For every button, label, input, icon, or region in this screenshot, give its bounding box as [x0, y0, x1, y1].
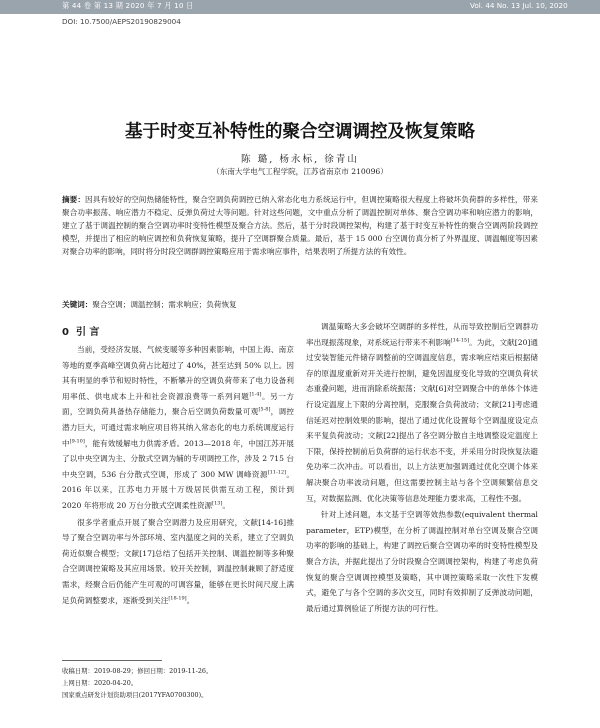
footnotes	[62, 665, 294, 701]
author-affiliation: （东南大学电气工程学院，江苏省南京市 210096）	[212, 167, 388, 176]
intro-paragraph-4: 针对上述问题，本文基于空调等效热参数(equivalent thermal parameter，ETP)模型，在分析了调温控制对单台空调及聚合空调功率的影响的基础上，构建了调控后聚合空调功率的时变特性模型及聚合方法，并据此提出了分时段聚合空调调控架构，构建了考虑负荷恢复的聚合空调调控模型及策略，其中调控策略采取一次性下发模式，避免了与各个空调的多次交互，同时有效抑制了反弹波动问题，最后通过算例验证了所提方法的可行性。	[306, 510, 538, 613]
abstract-label: 摘要：	[62, 195, 86, 204]
journal-header-bar	[0, 0, 600, 14]
right-column	[306, 319, 538, 616]
citation: [5-8]	[258, 406, 271, 413]
citation: [9-10]	[69, 438, 85, 445]
citation: [14-15]	[450, 337, 470, 344]
citation: [13]	[212, 500, 223, 507]
citation: [18-19]	[168, 594, 187, 601]
intro-paragraph-1: 当前，受经济发展、气候变暖等多种因素影响，中国上海、南京等地的夏季高峰空调负荷占比超过了 40%，甚至达到 50% 以上。因其有明显的季节和短时特性，不断攀升的空调负荷带来了电力设备利用率低、供电成本上升和社会资源浪费等一系列问题[1-4]。另一方面，空调负荷具备热存储能力，聚合后空调负荷数量可观[5-8]，调控潜力巨大，可通过需求响应项目将其纳入常态化的电力系统调度运行中[9-10]，能有效缓解电力供需矛盾。2013—2018 年，中国江苏开展了以中央空调为主、分散式空调为辅的专项调控工作，涉及 2 715 台中央空调，536 台分散式空调，形成了 300 MW 调峰资源[11-12]。2016 年以来，江苏电力开展十万级居民供需互动工程，预计到 2020 年将形成 20 万台分散式空调柔性资源[13]。	[62, 345, 295, 510]
citation: [11-12]	[267, 469, 287, 476]
footnote-online: 上网日期：2020-04-20。	[62, 679, 138, 687]
doi-line: DOI: 10.7500/AEPS20190829004	[62, 17, 181, 26]
section-title: 引 言	[75, 327, 100, 338]
footnote-received: 收稿日期：2019-08-29；修回日期：2019-11-26。	[62, 667, 213, 675]
citation: [1-4]	[249, 391, 262, 398]
abstract-text: 因具有较好的空间热储能特性，聚合空调负荷调控已纳入常态化电力系统运行中，但调控策略很大程度上将破坏负荷群的多样性，带来聚合功率振荡、响应潜力不稳定、反弹负荷过大等问题。针对这些问题，文中重点分析了调温控制对单体、聚合空调功率和响应潜力的影响，建立了基于调温控制的聚合空调功率时变特性模型及聚合方法。然后，基于分时段调控架构，构建了基于时变互补特性的聚合空调两阶段调控模型，并提出了相应的响应调控和负荷恢复策略，提升了空调群聚合质量。最后，基于 15 000 台空调仿真分析了外界温度、调温幅度等因素对聚合功率的影响，同时将分时段空调群调控策略应用于需求响应事件，结果表明了所提方法的有效性。	[62, 195, 539, 256]
section-number: 0	[62, 327, 69, 338]
journal-issue-info: 第 44 卷 第 13 期 2020 年 7 月 10 日	[62, 1, 194, 10]
paper-title: 基于时变互补特性的聚合空调调控及恢复策略	[125, 122, 475, 142]
abstract	[62, 193, 538, 258]
intro-paragraph-3: 调温策略大多会破坏空调群的多样性，从而导致控制后空调群功率出现振荡现象，对系统运行带来不利影响[14-15]。为此，文献[20]通过安装智能元件储存调整前的空调温度信息，需求响应结束后根据储存的原温度重新对开关进行控制，避免因温度变化导致的空调负荷状态重叠问题，进而消除系统振荡；文献[6]对空调聚合中的单体个体进行设定温度上下限的分离控制，克服聚合负荷波动；文献[21]考虑通信延迟对控制效果的影响，提出了通过优化设置每个空调温度设定点来平复负荷波动；文献[22]提出了各空调分散自主地调整设定温度上下限，保持控制前后负荷群的运行状态不变，并采用分时段恢复法避免功率二次冲击。可以看出，以上方法更加强调通过优化空调个体来解决聚合功率波动问题，但这需要控制主站与各个空调频繁信息交互，对数据监测、优化决策等信息处理能力要求高，工程性不强。	[306, 322, 538, 503]
footnote-funding: 国家重点研发计划资助项目(2017YFA0700300)。	[62, 691, 208, 699]
section-heading-intro	[62, 323, 99, 338]
intro-paragraph-2: 很多学者重点开展了聚合空调潜力及应用研究，文献[14-16]推导了聚合空调功率与外部环境、室内温度之间的关系，建立了空调负荷近似聚合模型；文献[17]总结了包括开关控制、调温控制等多种聚合空调调控策略及其应用场景。较开关控制，调温控制兼顾了舒适度需求，经聚合后仍能产生可观的可调容量，能够在更长时间尺度上满足负荷调整要求，逐渐受到关注[18-19]。	[62, 517, 294, 605]
keywords-label: 关键词：	[62, 300, 93, 309]
keywords-text: 聚合空调；调温控制；需求响应；负荷恢复	[92, 300, 237, 309]
left-column	[62, 342, 294, 608]
paper-authors: 陈 璐, 杨永标, 徐青山	[241, 154, 359, 165]
footnote-divider	[62, 660, 162, 661]
journal-issue-info-en: Vol. 44 No. 13 Jul. 10, 2020	[470, 1, 568, 10]
keywords	[62, 298, 538, 311]
